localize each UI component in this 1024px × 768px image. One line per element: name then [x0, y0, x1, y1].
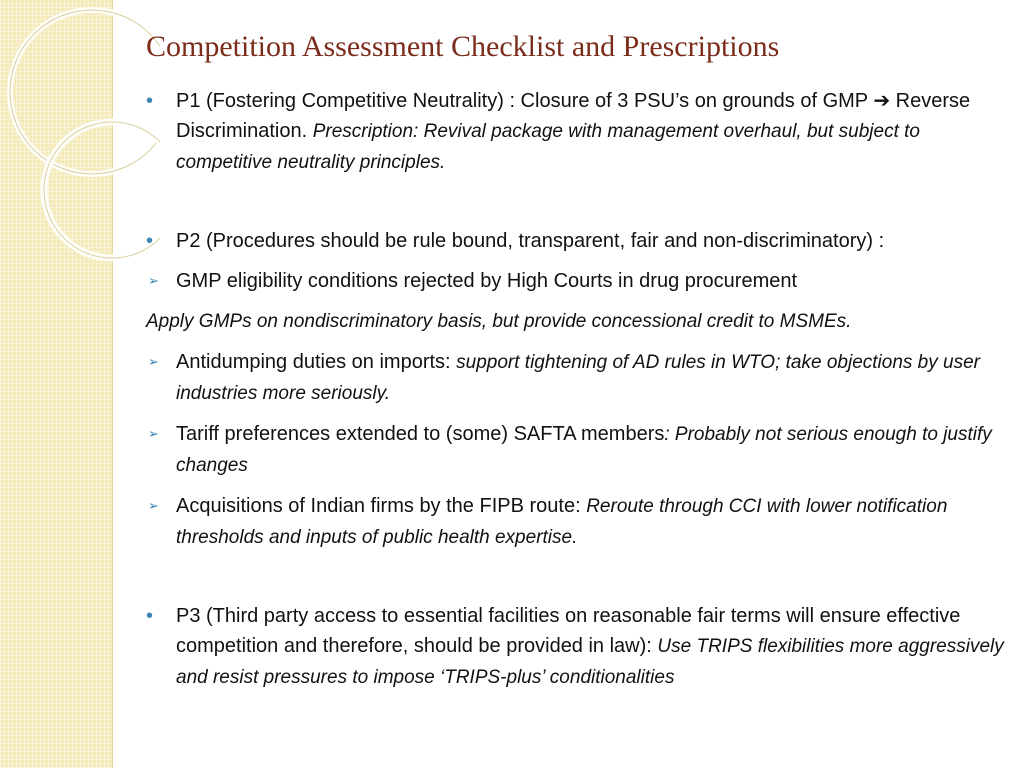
bullet-icon: • — [146, 605, 154, 627]
p1-text: P1 (Fostering Competitive Neutrality) : Closure of 3 PSU’s on grounds of GMP ➔ Reverse Discrimination. — [176, 90, 971, 142]
sub-bullet-acquisitions — [146, 491, 1016, 553]
sub-bullet-tariff — [146, 419, 1016, 481]
p3-em: Use TRIPS flexibilities more aggressively and resist pressures to impose ‘TRIPS-plus’ conditionalities — [176, 636, 1004, 688]
arrow-bullet-icon: ➢ — [148, 498, 159, 513]
arrow-bullet-icon: ➢ — [148, 426, 159, 441]
arrow-bullet-icon: ➢ — [148, 273, 159, 288]
p3-text: P3 (Third party access to essential facilities on reasonable fair terms will ensure effective competition and therefore, should be provided in law): — [176, 605, 961, 657]
sub4-em: Reroute through CCI with lower notification thresholds and inputs of public health expertise. — [176, 496, 948, 548]
sub2-text: Antidumping duties on imports: — [176, 351, 451, 373]
bullet-p2 — [146, 226, 1016, 256]
p2-text: P2 (Procedures should be rule bound, transparent, fair and non-discriminatory) : — [176, 230, 885, 252]
sub2-em: support tightening of AD rules in WTO; take objections by user industries more seriously. — [176, 352, 980, 404]
slide-title: Competition Assessment Checklist and Prescriptions — [146, 30, 780, 63]
decorative-rings — [0, 0, 160, 300]
sub3-text: Tariff preferences extended to (some) SAFTA members — [176, 423, 665, 445]
sub4-text: Acquisitions of Indian firms by the FIPB route: — [176, 495, 581, 517]
sub-bullet-antidumping — [146, 347, 1016, 409]
bullet-p3 — [146, 601, 1016, 693]
sub3-em: : Probably not serious enough to justify changes — [176, 424, 992, 476]
p2-note — [146, 306, 1016, 337]
arrow-bullet-icon: ➢ — [148, 354, 159, 369]
sub1-text: GMP eligibility conditions rejected by High Courts in drug procurement — [176, 270, 798, 292]
sub-bullet-gmp — [146, 266, 1016, 296]
p2-note-text: Apply GMPs on nondiscriminatory basis, but provide concessional credit to MSMEs. — [146, 311, 852, 332]
p1-prescription: Prescription: Revival package with management overhaul, but subject to competitive neutrality principles. — [176, 121, 920, 173]
slide-body — [146, 86, 1016, 693]
bullet-p1 — [146, 86, 1016, 178]
bullet-icon: • — [146, 230, 154, 252]
bullet-icon: • — [146, 90, 154, 112]
